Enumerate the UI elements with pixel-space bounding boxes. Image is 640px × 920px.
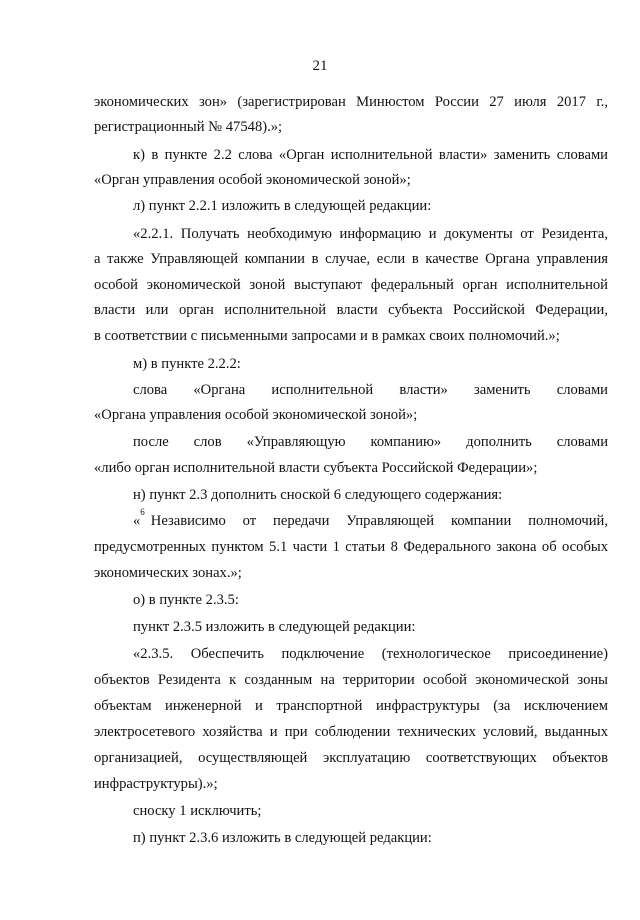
text-line: предусмотренных пунктом 5.1 части 1 статьи 8 Федерального закона об особых — [94, 539, 608, 555]
text-line: н) пункт 2.3 дополнить сноской 6 следующего содержания: — [133, 487, 503, 503]
text-line: «2.3.5. Обеспечить подключение (технологическое присоединение) — [133, 646, 608, 662]
text-line: электросетевого хозяйства и при соблюдении технических условий, выданных — [94, 724, 608, 740]
text-line: власти или орган исполнительной власти субъекта Российской Федерации, — [94, 302, 608, 318]
text-line: экономических зонах.»; — [94, 565, 242, 581]
text-line: л) пункт 2.2.1 изложить в следующей редакции: — [133, 198, 432, 214]
text-line: «Органа управления особой экономической зоной»; — [94, 407, 418, 423]
text-line: регистрационный № 47548).»; — [94, 119, 283, 135]
text-line: инфраструктуры).»; — [94, 776, 218, 792]
text-line: экономических зон» (зарегистрирован Минюстом России 27 июля 2017 г., — [94, 94, 608, 110]
text-line: Независимо от передачи Управляющей компании полномочий, — [150, 513, 608, 529]
text-line: после слов «Управляющую компанию» дополнить словами — [133, 434, 608, 450]
footnote-line — [133, 507, 608, 530]
text-line: особой экономической зоной выступают федеральный орган исполнительной — [94, 277, 608, 293]
text-line: к) в пункте 2.2 слова «Орган исполнительной власти» заменить словами — [133, 147, 608, 163]
text-line: «2.2.1. Получать необходимую информацию и документы от Резидента, — [133, 226, 608, 242]
text-line: в соответствии с письменными запросами и в рамках своих полномочий.»; — [94, 328, 560, 344]
text-line: объектам инженерной и транспортной инфраструктуры (за исключением — [94, 698, 608, 714]
open-quote: « — [133, 513, 141, 529]
text-line: сноску 1 исключить; — [133, 803, 262, 819]
text-line: п) пункт 2.3.6 изложить в следующей редакции: — [133, 830, 432, 846]
text-line: пункт 2.3.5 изложить в следующей редакции: — [133, 619, 416, 635]
text-line: о) в пункте 2.3.5: — [133, 592, 239, 608]
footnote-mark: 6 — [140, 507, 145, 517]
text-line: «Орган управления особой экономической зоной»; — [94, 172, 411, 188]
page-number: 21 — [312, 58, 328, 74]
text-line: слова «Органа исполнительной власти» заменить словами — [133, 382, 608, 398]
text-line: объектов Резидента к созданным на территории особой экономической зоны — [94, 672, 608, 688]
text-line: а также Управляющей компании в случае, если в качестве Органа управления — [94, 251, 608, 267]
text-line: м) в пункте 2.2.2: — [133, 356, 241, 372]
text-line: организацией, осуществляющей эксплуатацию соответствующих объектов — [94, 750, 608, 766]
text-line: «либо орган исполнительной власти субъекта Российской Федерации»; — [94, 460, 538, 476]
